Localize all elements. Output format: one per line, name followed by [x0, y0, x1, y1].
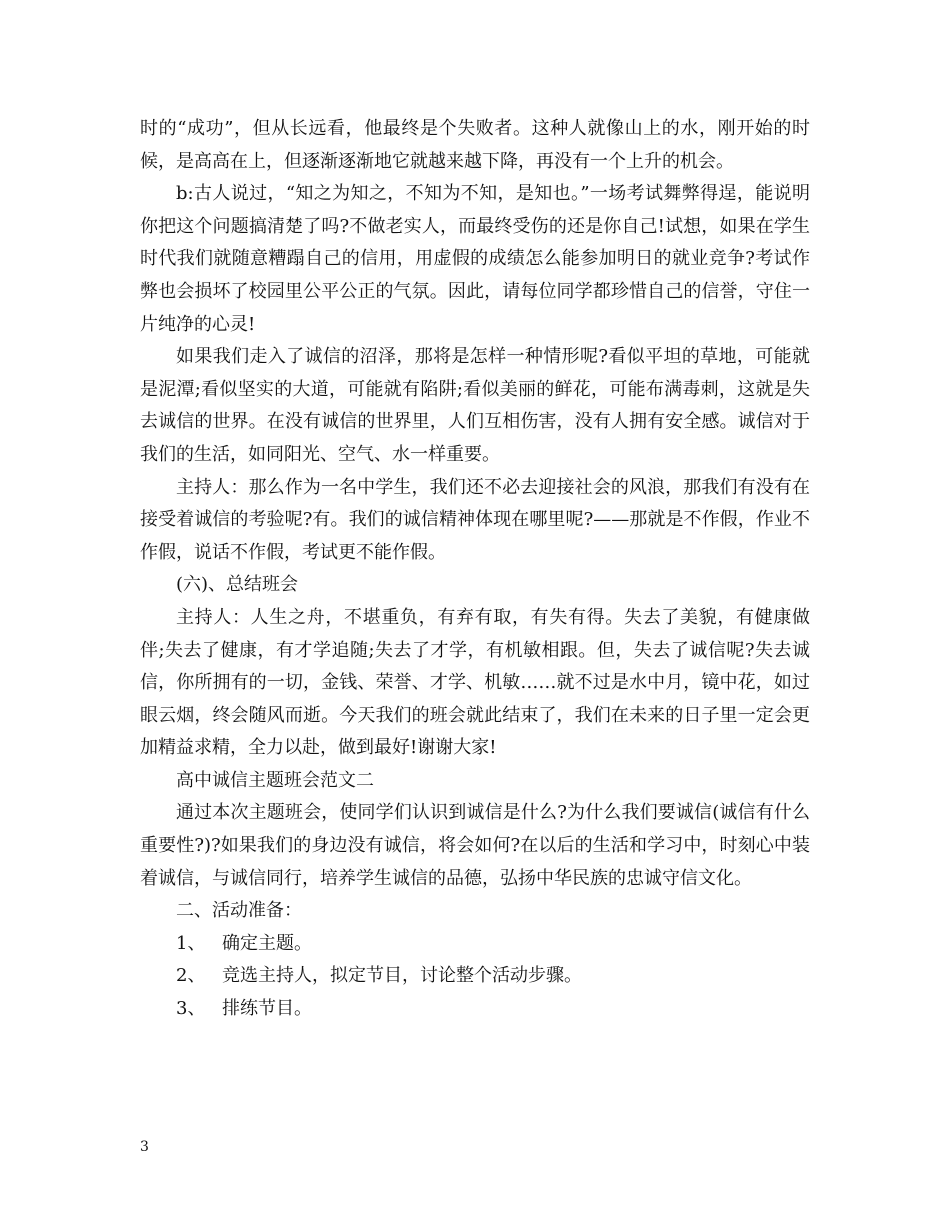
list-item	[140, 960, 810, 993]
list-item-text: 排练节目。	[222, 998, 312, 1020]
list-item	[140, 993, 810, 1026]
page-number: 3	[140, 1139, 149, 1155]
paragraph: 主持人：那么作为一名中学生，我们还不必去迎接社会的风浪，那我们有没有在接受着诚信的考验呢?有。我们的诚信精神体现在哪里呢?——那就是不作假，作业不作假，说话不作假，考试更不能作假。	[140, 476, 810, 563]
section-heading: (六)、总结班会	[176, 574, 299, 596]
paragraph: 通过本次主题班会，使同学们认识到诚信是什么?为什么我们要诚信(诚信有什么重要性?)?如果我们的身边没有诚信，将会如何?在以后的生活和学习中，时刻心中装着诚信，与诚信同行，培养学生诚信的品德，弘扬中华民族的忠诚守信文化。	[140, 802, 810, 889]
paragraph: 时的“成功”，但从长远看，他最终是个失败者。这种人就像山上的水，刚开始的时候，是高高在上，但逐渐逐渐地它就越来越下降，再没有一个上升的机会。	[140, 118, 810, 172]
list-item-number: 3、	[176, 998, 206, 1020]
list-item-number: 2、	[176, 965, 206, 987]
list-item-text: 确定主题。	[222, 932, 312, 954]
list-item-number: 1、	[176, 932, 206, 954]
list-item-text: 竞选主持人，拟定节目，讨论整个活动步骤。	[222, 965, 582, 987]
document-body	[140, 113, 810, 1026]
paragraph: b:古人说过，“知之为知之，不知为不知，是知也。”一场考试舞弊得逞，能说明你把这个问题搞清楚了吗?不做老实人，而最终受伤的还是你自己!试想，如果在学生时代我们就随意糟蹋自己的信用，用虚假的成绩怎么能参加明日的就业竞争?考试作弊也会损坏了校园里公平公正的气氛。因此，请每位同学都珍惜自己的信誉，守住一片纯净的心灵!	[140, 183, 810, 335]
list-item	[140, 928, 810, 961]
paragraph: 主持人：人生之舟，不堪重负，有弃有取，有失有得。失去了美貌，有健康做伴;失去了健康，有才学追随;失去了才学，有机敏相跟。但，失去了诚信呢?失去诚信，你所拥有的一切，金钱、荣誉、才学、机敏……就不过是水中月，镜中花，如过眼云烟，终会随风而逝。今天我们的班会就此结束了，我们在未来的日子里一定会更加精益求精，全力以赴，做到最好!谢谢大家!	[140, 606, 810, 759]
paragraph: 如果我们走入了诚信的沼泽，那将是怎样一种情形呢?看似平坦的草地，可能就是泥潭;看似坚实的大道，可能就有陷阱;看似美丽的鲜花，可能布满毒刺，这就是失去诚信的世界。在没有诚信的世界里，人们互相伤害，没有人拥有安全感。诚信对于我们的生活，如同阳光、空气、水一样重要。	[140, 346, 810, 465]
section-heading: 二、活动准备：	[176, 900, 302, 922]
section-heading: 高中诚信主题班会范文二	[176, 769, 374, 791]
